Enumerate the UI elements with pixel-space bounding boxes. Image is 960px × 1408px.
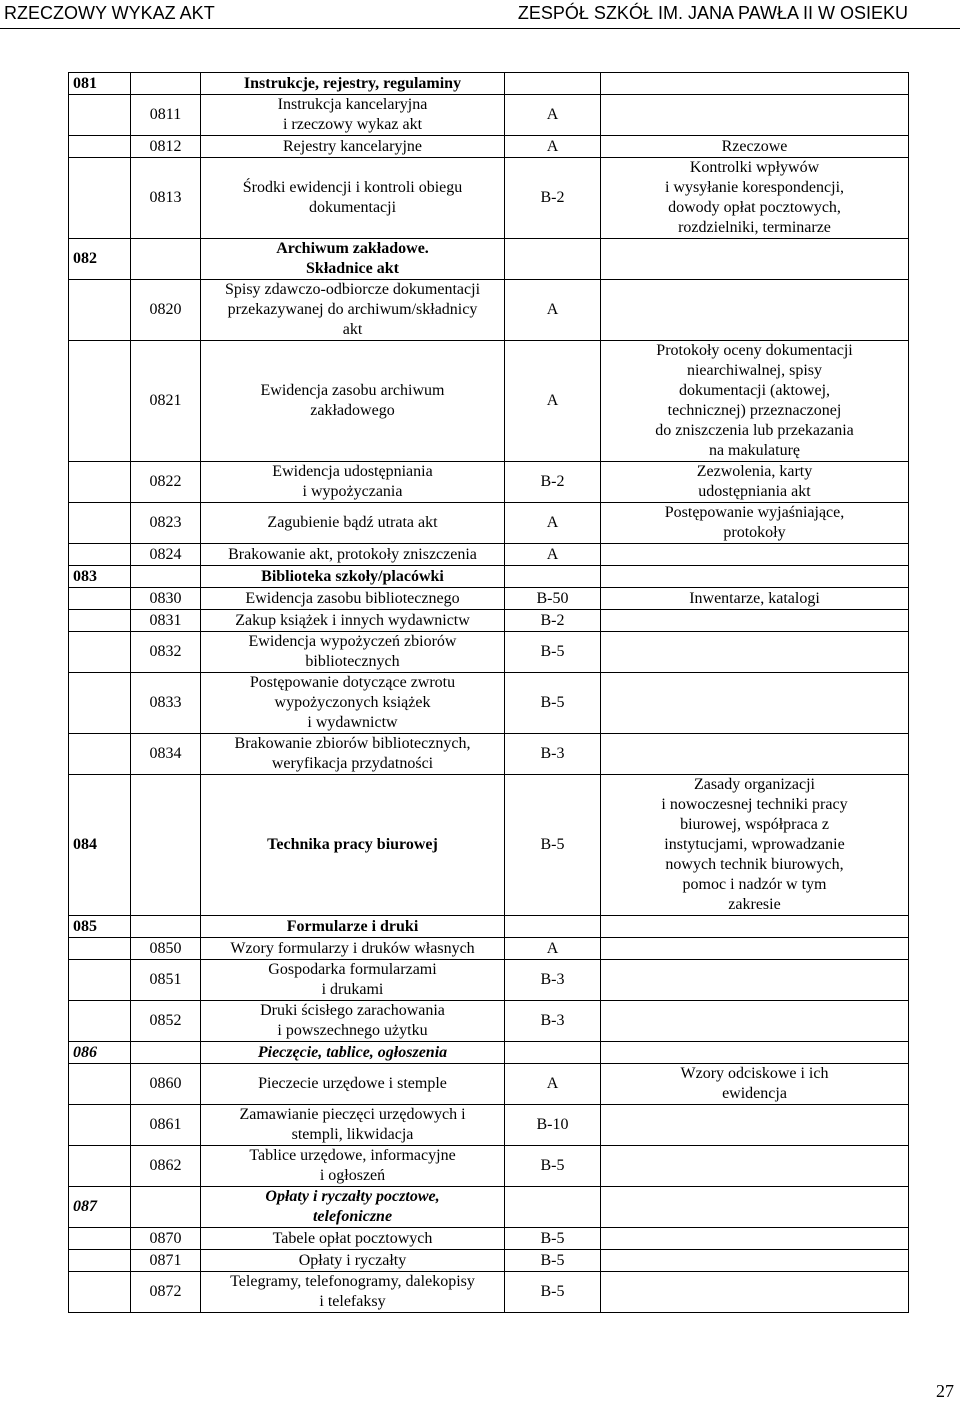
record-name-cell: Pieczęcie, tablice, ogłoszenia [201, 1042, 505, 1064]
archive-category-cell: B-5 [505, 1146, 601, 1187]
subgroup-code-cell: 0831 [131, 610, 201, 632]
remarks-cell [601, 544, 909, 566]
archive-category-cell: B-5 [505, 1272, 601, 1313]
remarks-cell [601, 960, 909, 1001]
archive-category-cell: B-2 [505, 462, 601, 503]
table-row [69, 239, 909, 280]
group-code-cell [69, 938, 131, 960]
record-name-cell: Biblioteka szkoły/placówki [201, 566, 505, 588]
record-name-cell: Zagubienie bądź utrata akt [201, 503, 505, 544]
archive-category-cell: A [505, 280, 601, 341]
record-name-cell: Wzory formularzy i druków własnych [201, 938, 505, 960]
group-code-cell [69, 673, 131, 734]
remarks-cell [601, 610, 909, 632]
header-rule [0, 28, 960, 29]
group-code-cell [69, 588, 131, 610]
subgroup-code-cell: 0822 [131, 462, 201, 503]
subgroup-code-cell: 0872 [131, 1272, 201, 1313]
subgroup-code-cell [131, 239, 201, 280]
table-row [69, 1272, 909, 1313]
page-header [0, 0, 960, 34]
archive-category-cell: B-3 [505, 734, 601, 775]
group-code-cell [69, 960, 131, 1001]
record-name-cell: Tablice urzędowe, informacyjne i ogłoszeń [201, 1146, 505, 1187]
page-number: 27 [936, 1381, 954, 1401]
group-code-cell: 082 [69, 239, 131, 280]
group-code-cell [69, 462, 131, 503]
remarks-cell [601, 734, 909, 775]
group-code-cell [69, 158, 131, 239]
remarks-cell [601, 1001, 909, 1042]
table-row [69, 73, 909, 95]
table-row [69, 610, 909, 632]
archive-category-cell: A [505, 503, 601, 544]
record-name-cell: Instrukcje, rejestry, regulaminy [201, 73, 505, 95]
subgroup-code-cell: 0823 [131, 503, 201, 544]
record-name-cell: Ewidencja zasobu bibliotecznego [201, 588, 505, 610]
archive-category-cell: A [505, 136, 601, 158]
archive-category-cell [505, 916, 601, 938]
remarks-cell [601, 239, 909, 280]
record-name-cell: Postępowanie dotyczące zwrotu wypożyczonych książek i wydawnictw [201, 673, 505, 734]
table-row [69, 632, 909, 673]
remarks-cell: Postępowanie wyjaśniające, protokoły [601, 503, 909, 544]
table-row [69, 673, 909, 734]
record-name-cell: Telegramy, telefonogramy, dalekopisy i telefaksy [201, 1272, 505, 1313]
remarks-cell [601, 1250, 909, 1272]
group-code-cell [69, 1146, 131, 1187]
subgroup-code-cell: 0870 [131, 1228, 201, 1250]
record-name-cell: Gospodarka formularzami i drukami [201, 960, 505, 1001]
table-row [69, 916, 909, 938]
subgroup-code-cell: 0833 [131, 673, 201, 734]
archive-category-cell [505, 1187, 601, 1228]
records-table [68, 72, 909, 1313]
table-row [69, 462, 909, 503]
record-name-cell: Pieczecie urzędowe i stemple [201, 1064, 505, 1105]
remarks-cell [601, 1105, 909, 1146]
record-name-cell: Druki ścisłego zarachowania i powszechnego użytku [201, 1001, 505, 1042]
table-row [69, 566, 909, 588]
archive-category-cell: B-10 [505, 1105, 601, 1146]
record-name-cell: Opłaty i ryczałty pocztowe, telefoniczne [201, 1187, 505, 1228]
record-name-cell: Środki ewidencji i kontroli obiegu dokumentacji [201, 158, 505, 239]
subgroup-code-cell: 0871 [131, 1250, 201, 1272]
remarks-cell: Wzory odciskowe i ich ewidencja [601, 1064, 909, 1105]
group-code-cell: 086 [69, 1042, 131, 1064]
table-row [69, 280, 909, 341]
group-code-cell [69, 341, 131, 462]
table-row [69, 734, 909, 775]
subgroup-code-cell [131, 73, 201, 95]
subgroup-code-cell: 0813 [131, 158, 201, 239]
remarks-cell: Kontrolki wpływów i wysyłanie korespondencji, dowody opłat pocztowych, rozdzielniki, terminarze [601, 158, 909, 239]
table-row [69, 1228, 909, 1250]
group-code-cell [69, 1001, 131, 1042]
table-row [69, 1187, 909, 1228]
remarks-cell [601, 95, 909, 136]
archive-category-cell [505, 566, 601, 588]
remarks-cell [601, 1042, 909, 1064]
subgroup-code-cell: 0862 [131, 1146, 201, 1187]
remarks-cell [601, 280, 909, 341]
record-name-cell: Spisy zdawczo-odbiorcze dokumentacji przekazywanej do archiwum/składnicy akt [201, 280, 505, 341]
remarks-cell [601, 566, 909, 588]
records-table-body [69, 73, 909, 1313]
remarks-cell [601, 1146, 909, 1187]
group-code-cell [69, 503, 131, 544]
group-code-cell [69, 632, 131, 673]
archive-category-cell [505, 239, 601, 280]
record-name-cell: Opłaty i ryczałty [201, 1250, 505, 1272]
record-name-cell: Ewidencja udostępniania i wypożyczania [201, 462, 505, 503]
subgroup-code-cell: 0850 [131, 938, 201, 960]
table-row [69, 544, 909, 566]
subgroup-code-cell: 0832 [131, 632, 201, 673]
record-name-cell: Brakowanie zbiorów bibliotecznych, weryfikacja przydatności [201, 734, 505, 775]
archive-category-cell: B-5 [505, 1250, 601, 1272]
remarks-cell [601, 916, 909, 938]
record-name-cell: Archiwum zakładowe. Składnice akt [201, 239, 505, 280]
record-name-cell: Tabele opłat pocztowych [201, 1228, 505, 1250]
archive-category-cell: A [505, 95, 601, 136]
table-row [69, 588, 909, 610]
remarks-cell [601, 938, 909, 960]
table-row [69, 1250, 909, 1272]
archive-category-cell: B-5 [505, 632, 601, 673]
remarks-cell [601, 1187, 909, 1228]
subgroup-code-cell: 0830 [131, 588, 201, 610]
archive-category-cell: B-5 [505, 1228, 601, 1250]
subgroup-code-cell: 0824 [131, 544, 201, 566]
remarks-cell [601, 673, 909, 734]
table-row [69, 95, 909, 136]
archive-category-cell: B-3 [505, 1001, 601, 1042]
remarks-cell: Zezwolenia, karty udostępniania akt [601, 462, 909, 503]
subgroup-code-cell [131, 1042, 201, 1064]
table-row [69, 1105, 909, 1146]
archive-category-cell [505, 1042, 601, 1064]
subgroup-code-cell: 0860 [131, 1064, 201, 1105]
remarks-cell: Rzeczowe [601, 136, 909, 158]
group-code-cell [69, 1105, 131, 1146]
subgroup-code-cell [131, 775, 201, 916]
subgroup-code-cell: 0811 [131, 95, 201, 136]
table-row [69, 341, 909, 462]
table-row [69, 938, 909, 960]
archive-category-cell: A [505, 341, 601, 462]
archive-category-cell: B-3 [505, 960, 601, 1001]
archive-category-cell: B-5 [505, 775, 601, 916]
remarks-cell: Protokoły oceny dokumentacji niearchiwalnej, spisy dokumentacji (aktowej, technicznej) przeznaczonej do zniszczenia lub przekazania na makulaturę [601, 341, 909, 462]
table-row [69, 136, 909, 158]
archive-category-cell: A [505, 544, 601, 566]
group-code-cell [69, 136, 131, 158]
table-row [69, 503, 909, 544]
group-code-cell [69, 734, 131, 775]
subgroup-code-cell: 0861 [131, 1105, 201, 1146]
table-row [69, 1042, 909, 1064]
remarks-cell [601, 632, 909, 673]
archive-category-cell: B-50 [505, 588, 601, 610]
group-code-cell [69, 280, 131, 341]
group-code-cell: 081 [69, 73, 131, 95]
subgroup-code-cell: 0834 [131, 734, 201, 775]
subgroup-code-cell: 0820 [131, 280, 201, 341]
group-code-cell [69, 1250, 131, 1272]
table-row [69, 960, 909, 1001]
group-code-cell: 084 [69, 775, 131, 916]
header-title-right: ZESPÓŁ SZKÓŁ IM. JANA PAWŁA II W OSIEKU [517, 3, 908, 23]
record-name-cell: Ewidencja wypożyczeń zbiorów bibliotecznych [201, 632, 505, 673]
archive-category-cell: B-5 [505, 673, 601, 734]
group-code-cell [69, 1272, 131, 1313]
archive-category-cell: A [505, 938, 601, 960]
table-row [69, 775, 909, 916]
subgroup-code-cell: 0852 [131, 1001, 201, 1042]
archive-category-cell: B-2 [505, 158, 601, 239]
remarks-cell: Zasady organizacji i nowoczesnej techniki pracy biurowej, współpraca z instytucjami, wprowadzanie nowych technik biurowych, pomoc i nadzór w tym zakresie [601, 775, 909, 916]
record-name-cell: Brakowanie akt, protokoły zniszczenia [201, 544, 505, 566]
group-code-cell [69, 95, 131, 136]
table-row [69, 1064, 909, 1105]
table-row [69, 158, 909, 239]
group-code-cell [69, 1228, 131, 1250]
remarks-cell [601, 1272, 909, 1313]
table-row [69, 1146, 909, 1187]
remarks-cell [601, 1228, 909, 1250]
remarks-cell [601, 73, 909, 95]
group-code-cell [69, 544, 131, 566]
record-name-cell: Formularze i druki [201, 916, 505, 938]
header-title-left: RZECZOWY WYKAZ AKT [4, 3, 215, 23]
subgroup-code-cell: 0812 [131, 136, 201, 158]
record-name-cell: Rejestry kancelaryjne [201, 136, 505, 158]
record-name-cell: Instrukcja kancelaryjna i rzeczowy wykaz akt [201, 95, 505, 136]
group-code-cell [69, 1064, 131, 1105]
record-name-cell: Zamawianie pieczęci urzędowych i stempli, likwidacja [201, 1105, 505, 1146]
subgroup-code-cell [131, 916, 201, 938]
record-name-cell: Zakup książek i innych wydawnictw [201, 610, 505, 632]
group-code-cell: 083 [69, 566, 131, 588]
subgroup-code-cell [131, 566, 201, 588]
group-code-cell: 087 [69, 1187, 131, 1228]
group-code-cell: 085 [69, 916, 131, 938]
subgroup-code-cell [131, 1187, 201, 1228]
subgroup-code-cell: 0821 [131, 341, 201, 462]
remarks-cell: Inwentarze, katalogi [601, 588, 909, 610]
record-name-cell: Ewidencja zasobu archiwum zakładowego [201, 341, 505, 462]
record-name-cell: Technika pracy biurowej [201, 775, 505, 916]
table-row [69, 1001, 909, 1042]
archive-category-cell [505, 73, 601, 95]
archive-category-cell: B-2 [505, 610, 601, 632]
archive-category-cell: A [505, 1064, 601, 1105]
subgroup-code-cell: 0851 [131, 960, 201, 1001]
group-code-cell [69, 610, 131, 632]
